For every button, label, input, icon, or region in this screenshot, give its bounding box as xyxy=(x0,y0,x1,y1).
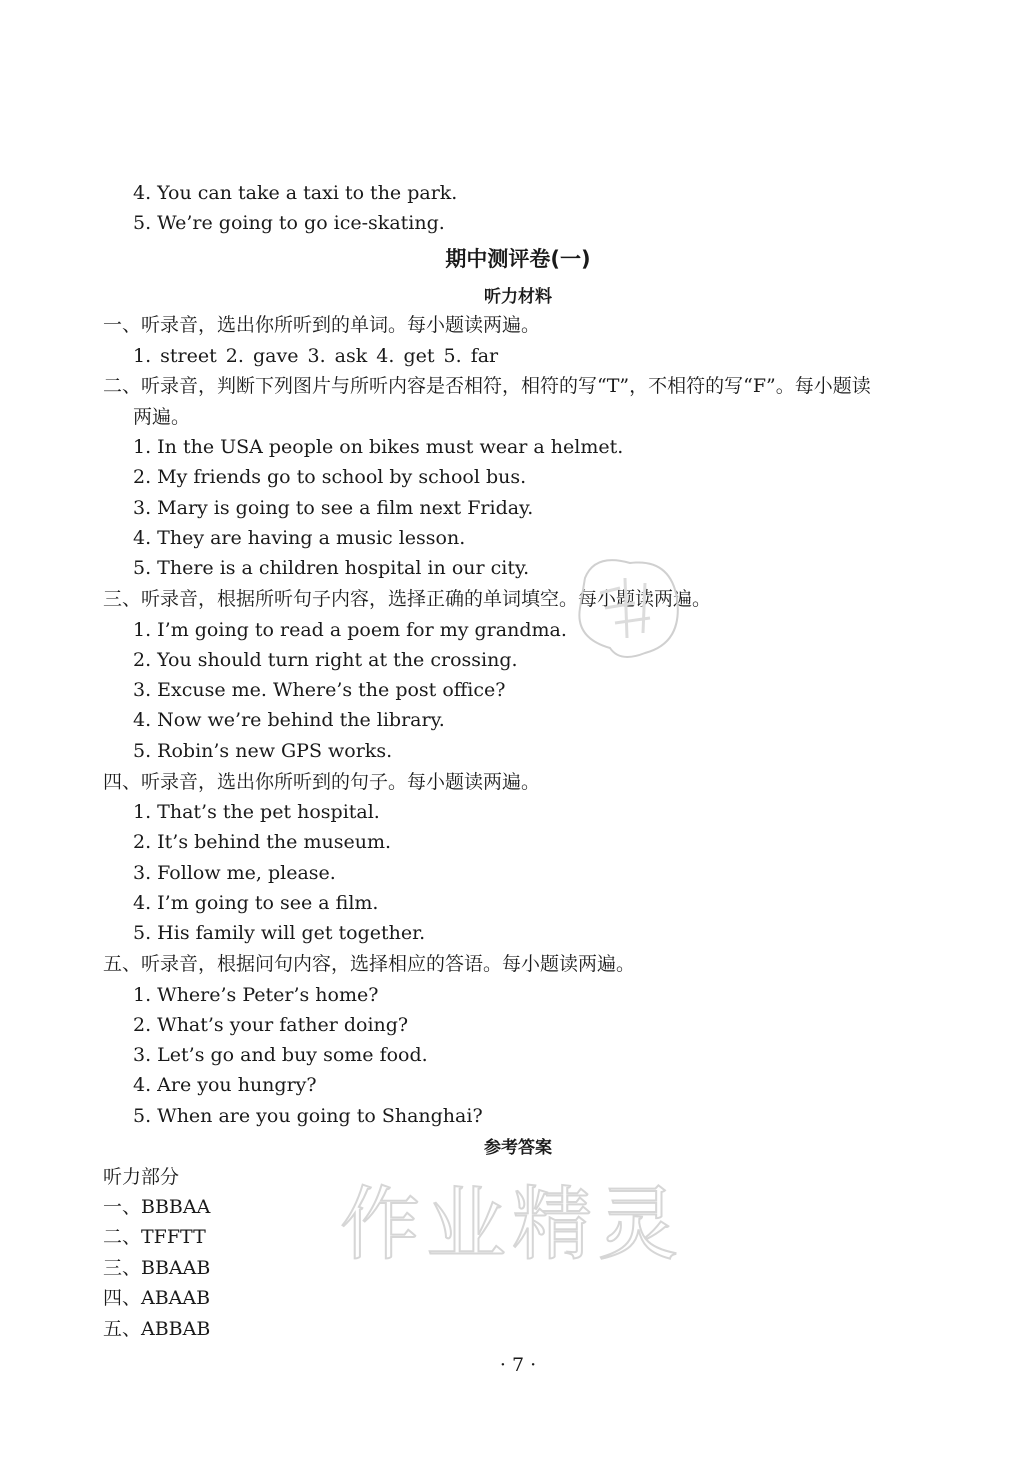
list-item: 5. There is a children hospital in our city. xyxy=(133,557,530,579)
text-line: 5. We’re going to go ice-skating. xyxy=(133,212,445,234)
answer-line: 四、ABAAB xyxy=(103,1287,211,1309)
list-item: 4. Are you hungry? xyxy=(133,1074,317,1096)
list-item: 2. You should turn right at the crossing. xyxy=(133,649,518,671)
section-heading: 四、听录音，选出你所听到的句子。每小题读两遍。 xyxy=(103,771,541,793)
section-heading: 三、听录音，根据所听句子内容，选择正确的单词填空。每小题读两遍。 xyxy=(103,588,712,610)
watermark-logo: 作业精灵 xyxy=(340,1178,684,1271)
list-item: 1. That’s the pet hospital. xyxy=(133,801,380,823)
list-item: 4. I’m going to see a film. xyxy=(133,892,379,914)
section-heading-continued: 两遍。 xyxy=(133,406,191,428)
section-heading: 五、听录音，根据问句内容，选择相应的答语。每小题读两遍。 xyxy=(103,953,636,975)
list-item: 2. My friends go to school by school bus. xyxy=(133,466,527,488)
answer-line: 五、ABBAB xyxy=(103,1318,211,1340)
section-heading: 二、听录音，判断下列图片与所听内容是否相符，相符的写“T”，不相符的写“F”。每小题读 xyxy=(103,375,871,397)
answer-line: 一、BBBAA xyxy=(103,1196,211,1218)
list-item: 3. Let’s go and buy some food. xyxy=(133,1044,428,1066)
list-item: 3. Excuse me. Where’s the post office? xyxy=(133,679,506,701)
list-item: 4. They are having a music lesson. xyxy=(133,527,466,549)
watermark-stamp-icon xyxy=(565,548,685,668)
list-item: 5. When are you going to Shanghai? xyxy=(133,1105,483,1127)
list-item: 3. Mary is going to see a film next Friday. xyxy=(133,497,534,519)
section-subtitle: 听力材料 xyxy=(484,287,552,307)
list-item: 4. Now we’re behind the library. xyxy=(133,709,445,731)
list-item: 3. Follow me, please. xyxy=(133,862,336,884)
list-item: 1. I’m going to read a poem for my grandma. xyxy=(133,619,567,641)
list-item: 1. In the USA people on bikes must wear a helmet. xyxy=(133,436,624,458)
list-item: 5. Robin’s new GPS works. xyxy=(133,740,393,762)
page-number: · 7 · xyxy=(499,1354,537,1376)
section-heading: 一、听录音，选出你所听到的单词。每小题读两遍。 xyxy=(103,314,541,336)
text-line: 4. You can take a taxi to the park. xyxy=(133,182,458,204)
list-item: 1. Where’s Peter’s home? xyxy=(133,984,379,1006)
list-item: 5. His family will get together. xyxy=(133,922,426,944)
answers-title: 参考答案 xyxy=(484,1138,552,1158)
list-item: 2. What’s your father doing? xyxy=(133,1014,409,1036)
page-title: 期中测评卷(一) xyxy=(445,247,591,271)
answers-part-label: 听力部分 xyxy=(103,1166,180,1188)
list-item: 2. It’s behind the museum. xyxy=(133,831,391,853)
answer-line: 二、TFFTT xyxy=(103,1226,206,1248)
answer-line: 三、BBAAB xyxy=(103,1257,211,1279)
list-item: 1. street 2. gave 3. ask 4. get 5. far xyxy=(133,345,499,367)
